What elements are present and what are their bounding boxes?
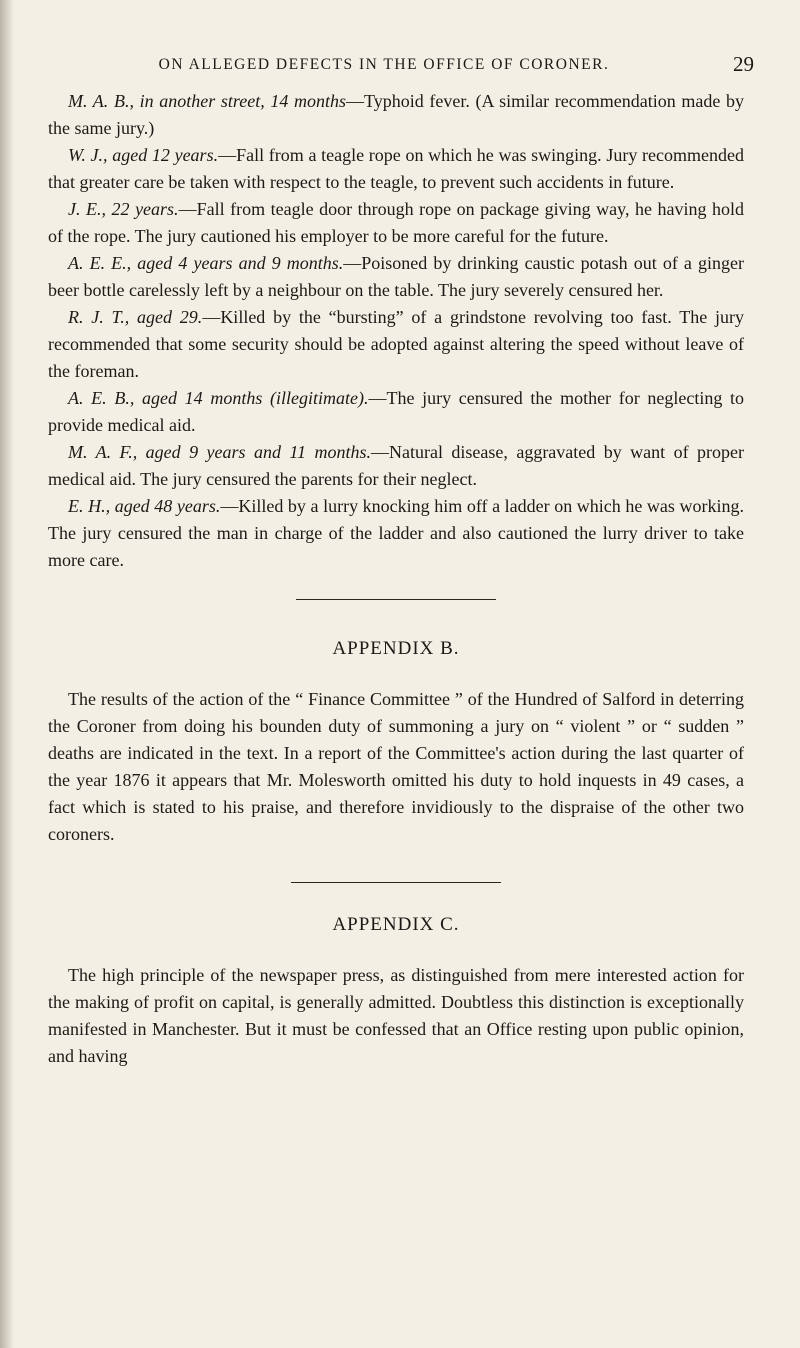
inquest-entry — [48, 196, 744, 250]
inquest-entry — [48, 493, 744, 574]
entry-name: A. E. B., — [68, 388, 135, 408]
entry-name: A. E. E., — [68, 253, 132, 273]
entry-text: —Typhoid fever. (A similar recommendation made by the same jury.) — [48, 91, 745, 138]
page-header — [48, 52, 754, 80]
entry-text: —Natural disease, aggravated by want of proper medical aid. The jury censured the parents for their neglect. — [48, 442, 744, 489]
inquest-entry — [48, 439, 744, 493]
entry-name: M. A. F., — [68, 442, 138, 462]
page-number: 29 — [733, 52, 754, 76]
appendix-b-heading: APPENDIX B. — [332, 638, 460, 659]
entry-text: —Fall from a teagle rope on which he was swinging. Jury recommended that greater care be taken with respect to the teagle, to prevent such accidents in future. — [48, 145, 744, 192]
running-title: ON ALLEGED DEFECTS IN THE OFFICE OF CORONER. — [158, 56, 610, 73]
entry-name: J. E., — [68, 199, 107, 219]
entry-text: —Killed by the “bursting” of a grindstone revolving too fast. The jury recommended that some security should be adopted against altering the speed without leave of the foreman. — [48, 307, 744, 381]
entry-details: 22 years. — [111, 199, 179, 219]
entry-text: —Fall from teagle door through rope on package giving way, he having hold of the rope. The jury cautioned his employer to be more careful for the future. — [48, 199, 745, 246]
entry-text: —The jury censured the mother for neglecting to provide medical aid. — [48, 388, 745, 435]
entry-details: aged 9 years and 11 months. — [145, 442, 371, 462]
entry-text: —Killed by a lurry knocking him off a ladder on which he was working. The jury censured the man in charge of the ladder and also cautioned the lurry driver to take more care. — [48, 496, 745, 570]
inquest-entry — [48, 88, 744, 142]
entry-details: aged 14 months (illegitimate). — [142, 388, 369, 408]
entry-name: E. H., — [68, 496, 111, 516]
entry-name: M. A. B., — [68, 91, 134, 111]
entry-details: aged 29. — [137, 307, 203, 327]
inquest-entry — [48, 385, 744, 439]
section-divider — [291, 882, 501, 883]
inquest-entry — [48, 250, 744, 304]
entry-name: W. J., — [68, 145, 108, 165]
entry-details: aged 4 years and 9 months. — [137, 253, 344, 273]
inquest-entry — [48, 142, 744, 196]
inquest-entry — [48, 304, 744, 385]
entry-name: R. J. T., — [68, 307, 130, 327]
appendix-c-text: The high principle of the newspaper press, as distinguished from mere interested action for the making of profit on capital, is generally admitted. Doubtless this distinction is exceptionally manifested in Manchester. But it must be confessed that an Office resting upon public opinion, and having — [48, 965, 744, 1066]
appendix-c-heading: APPENDIX C. — [332, 914, 460, 935]
entry-details: aged 48 years. — [114, 496, 221, 516]
appendix-b-text: The results of the action of the “ Finance Committee ” of the Hundred of Salford in deterring the Coroner from doing his bounden duty of summoning a jury on “ violent ” or “ sudden ” deaths are indicated in the text. In a report of the Committee's action during the last quarter of the year 1876 it appears that Mr. Molesworth omitted his duty to hold inquests in 49 cases, a fact which is stated to his praise, and therefore invidiously to the dispraise of the other two coroners. — [48, 689, 744, 844]
inquest-entries — [48, 88, 744, 574]
entry-text: —Poisoned by drinking caustic potash out of a ginger beer bottle carelessly left by a neighbour on the table. The jury severely censured her. — [48, 253, 745, 300]
section-divider — [296, 599, 496, 600]
entry-details: in another street, 14 months — [139, 91, 347, 111]
entry-details: aged 12 years. — [112, 145, 219, 165]
page-body — [48, 88, 744, 1070]
book-spine-shadow — [0, 0, 14, 1348]
